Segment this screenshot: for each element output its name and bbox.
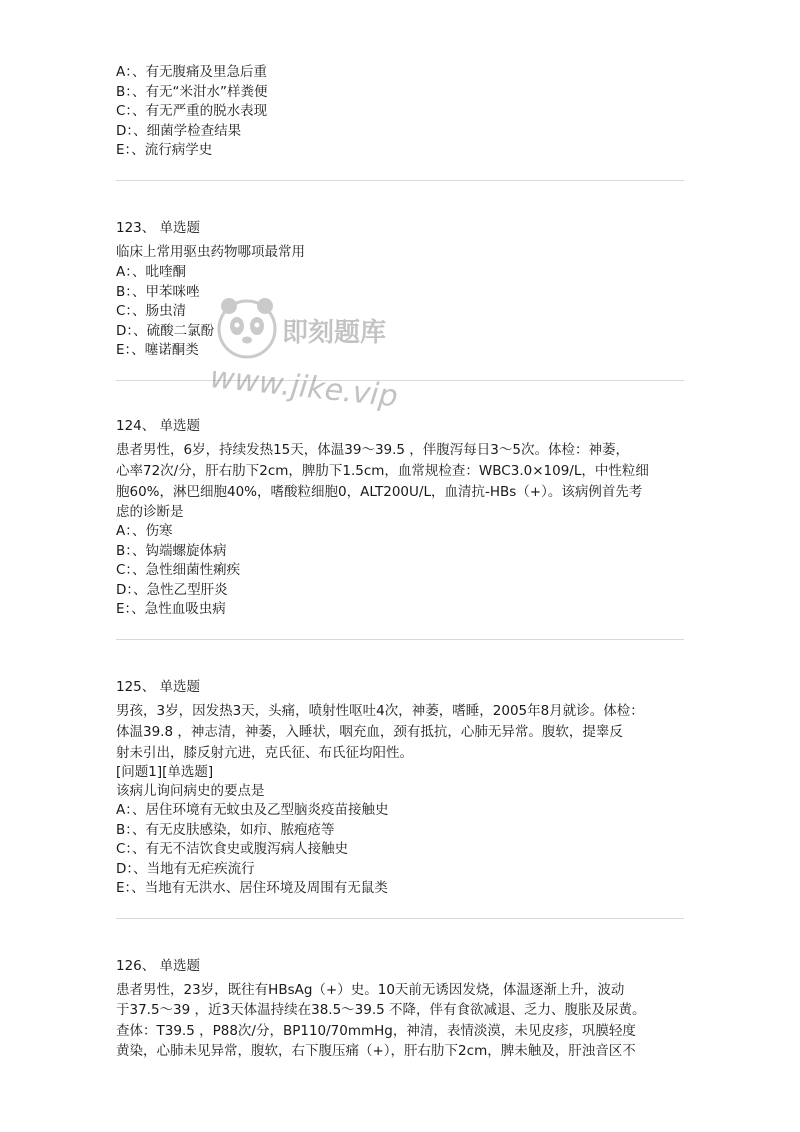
question-stem-line: 射未引出，膝反射亢进，克氏征、布氏征均阳性。 [116, 745, 413, 761]
question-stem-line: 虑的诊断是 [116, 504, 184, 520]
question-stem-line: 患者男性，6岁，持续发热15天，体温39～39.5 ，伴腹泻每日3～5次。体检：神萎， [116, 442, 629, 458]
question-stem-line: 男孩，3岁，因发热3天，头痛，喷射性呕吐4次，神萎，嗜睡，2005年8月就诊。体检： [116, 703, 644, 719]
sub-question-stem: 该病儿询问病史的要点是 [116, 783, 265, 799]
option-c[interactable]: C：、急性细菌性痢疾 [116, 562, 241, 578]
option-a[interactable]: A：、有无腹痛及里急后重 [116, 64, 267, 80]
question-stem-line: 患者男性，23岁，既往有HBsAg（+）史。10天前无诱因发烧，体温逐渐上升，波动 [116, 982, 625, 998]
option-b[interactable]: B：、甲苯咪唑 [116, 284, 200, 300]
question-stem-line: 心率72次/分，肝右肋下2cm，脾肋下1.5cm，血常规检查：WBC3.0×109/L，中性粒细 [116, 463, 649, 479]
watermark [210, 288, 440, 438]
question-header: 124、 单选题 [116, 418, 201, 434]
option-e[interactable]: E：、当地有无洪水、居住环境及周围有无鼠类 [116, 880, 388, 896]
question-stem-line: 体温39.8 ，神志清，神萎，入睡状，咽充血，颈有抵抗，心肺无异常。腹软，提睾反 [116, 724, 623, 740]
question-header: 126、 单选题 [116, 958, 201, 974]
option-e[interactable]: E：、噻诺酮类 [116, 342, 199, 358]
question-divider [116, 639, 684, 640]
option-e[interactable]: E：、流行病学史 [116, 142, 213, 158]
question-divider [116, 180, 684, 181]
option-d[interactable]: D：、当地有无疟疾流行 [116, 861, 255, 877]
option-c[interactable]: C：、肠虫清 [116, 303, 187, 319]
option-c[interactable]: C：、有无严重的脱水表现 [116, 103, 268, 119]
question-stem: 临床上常用驱虫药物哪项最常用 [116, 244, 305, 260]
option-b[interactable]: B：、有无“米泔水”样粪便 [116, 84, 268, 100]
question-divider [116, 380, 684, 381]
option-b[interactable]: B：、钩端螺旋体病 [116, 543, 227, 559]
question-stem-line: 胞60%，淋巴细胞40%，嗜酸粒细胞0，ALT200U/L，血清抗-HBs（+）。该病例首先考 [116, 484, 643, 500]
option-d[interactable]: D：、急性乙型肝炎 [116, 582, 228, 598]
panda-logo-icon [212, 292, 282, 362]
option-e[interactable]: E：、急性血吸虫病 [116, 601, 226, 617]
option-a[interactable]: A：、吡喹酮 [116, 264, 186, 280]
question-header: 125、 单选题 [116, 679, 201, 695]
question-divider [116, 918, 684, 919]
option-d[interactable]: D：、细菌学检查结果 [116, 123, 242, 139]
watermark-brand: 即刻题库 [282, 318, 387, 348]
option-a[interactable]: A：、伤寒 [116, 523, 173, 539]
question-stem-line: 黄染，心肺未见异常，腹软，右下腹压痛（+），肝右肋下2cm，脾未触及，肝浊音区不 [116, 1043, 636, 1059]
option-d[interactable]: D：、硫酸二氯酚 [116, 323, 215, 339]
question-stem-line: 查体：T39.5 ，P88次/分，BP110/70mmHg，神清，表情淡漠，未见皮疹，巩膜轻度 [116, 1023, 636, 1039]
option-c[interactable]: C：、有无不洁饮食史或腹泻病人接触史 [116, 841, 349, 857]
option-b[interactable]: B：、有无皮肤感染，如疖、脓疱疮等 [116, 822, 335, 838]
question-stem-line: 于37.5～39 ，近3天体温持续在38.5～39.5 不降，伴有食欲减退、乏力、腹胀及尿黄。 [116, 1002, 646, 1018]
option-a[interactable]: A：、居住环境有无蚊虫及乙型脑炎疫苗接触史 [116, 802, 389, 818]
sub-question-label: [问题1][单选题] [116, 764, 214, 780]
question-header: 123、 单选题 [116, 220, 201, 236]
watermark-url: www.jike.vip [208, 360, 400, 415]
